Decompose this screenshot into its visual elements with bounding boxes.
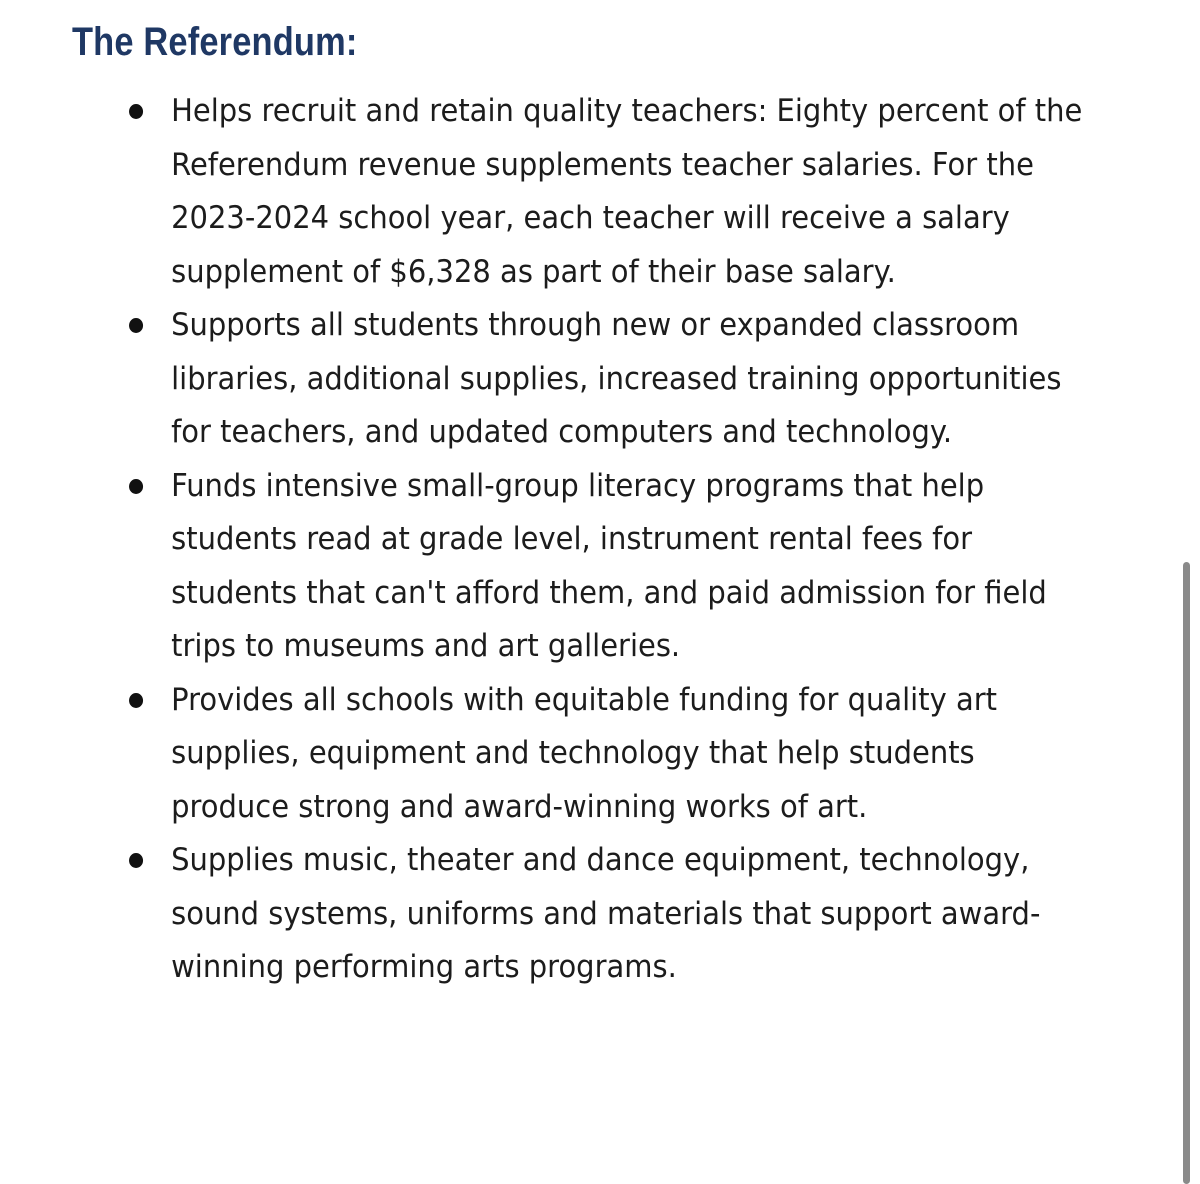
bullet-icon [129,318,143,333]
list-item [0,85,1083,299]
list-item [0,460,1083,674]
bullet-icon [129,104,143,119]
list-item-text: Funds intensive small-group literacy programs that help students read at grade level, instrument rental fees for students that can't afford them, and paid admission for field trips to museums and art galleries. [171,467,1047,664]
list-item-text: Supports all students through new or expanded classroom libraries, additional supplies, increased training opportunities for teachers, and updated computers and technology. [171,307,1062,450]
section-heading: The Referendum: [72,20,358,64]
list-item [0,674,1083,835]
scrollbar-thumb[interactable] [1183,562,1190,1184]
bullet-icon [129,693,143,708]
list-item-text: Provides all schools with equitable funding for quality art supplies, equipment and technology that help students produce strong and award-winning works of art. [171,681,998,825]
list-item [0,834,1083,995]
benefits-list [0,85,1200,995]
list-item-text: Helps recruit and retain quality teachers: Eighty percent of the Referendum revenue supplements teacher salaries. For the 2023-2024 school year, each teacher will receive a salary supplement of $6,328 as part of their base salary. [171,93,1083,290]
list-item-text: Supplies music, theater and dance equipment, technology, sound systems, uniforms and materials that support award-winning performing arts programs. [171,842,1041,985]
bullet-icon [129,479,143,494]
list-item [0,299,1083,460]
bullet-icon [129,853,143,868]
